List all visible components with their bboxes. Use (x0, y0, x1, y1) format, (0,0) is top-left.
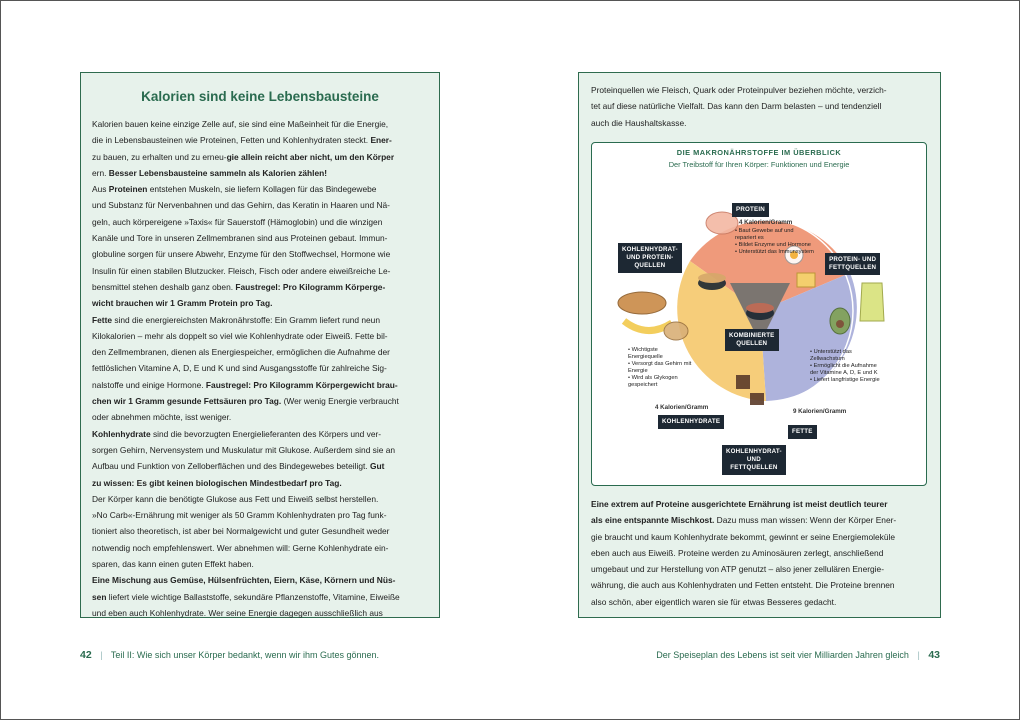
page-number-left: 42 (80, 649, 92, 661)
text-line: sorgen Gehirn, Nervensystem und Muskulatur mit Glukose. Außerdem sind sie an (92, 444, 396, 455)
potato-icon (664, 322, 688, 340)
text-line: den Zellmembranen, dienen als Energiespeicher, ermöglichen die Aufnahme der (92, 347, 390, 358)
text-line: sparen, das kann einen guten Effekt haben. (92, 559, 254, 570)
running-head-left: Teil II: Wie sich unser Körper bedankt, wenn wir ihm Gutes gönnen. (110, 650, 380, 660)
text-line: Aufbau und Funktion von Zelloberflächen und des Bindegewebes beteiligt. Gut (92, 461, 385, 472)
text-line: fettlöslichen Vitamine A, D, E und K und sind Ausgangsstoffe für zahlreiche Sig- (92, 363, 387, 374)
chocolate-icon (736, 375, 750, 389)
text-line: zu wissen: Es gibt keinen biologischen Mindestbedarf pro Tag. (92, 477, 342, 488)
section-title: Kalorien sind keine Lebensbausteine (141, 89, 379, 104)
text-line: gie braucht und kaum Kohlenhydrate bekommt, gewinnt er seine Energiemoleküle (591, 531, 896, 542)
oil-bottle-icon (860, 283, 884, 321)
text-line: Kalorien bauen keine einzige Zelle auf, sie sind eine Maßeinheit für die Energie, (92, 119, 389, 129)
text-line: tet auf diese natürliche Vielfalt. Das kann den Darm belasten – und tendenziell (591, 101, 882, 112)
calories-fette: 9 Kalorien/Gramm (793, 408, 847, 415)
page-number-right: 43 (928, 649, 940, 661)
calories-kohlenhydrate: 4 Kalorien/Gramm (655, 404, 709, 411)
text-line: oder abnehmen möchte, isst weniger. (92, 412, 232, 423)
infographic-subtitle: Der Treibstoff für Ihren Körper: Funktionen und Energie (668, 160, 850, 169)
nutrient-wheel (592, 143, 928, 487)
text-line: währung, die auch aus Kohlenhydraten und Fetten entsteht. Die Proteine brennen (591, 580, 895, 591)
footer-right: Der Speiseplan des Lebens ist seit vier Milliarden Jahren gleich | 43 (656, 649, 940, 661)
text-line: »No Carb«-Ernährung mit weniger als 50 Gramm Kohlenhydraten pro Tag funk- (92, 510, 387, 521)
text-line: Der Körper kann die benötigte Glukose aus Fett und Eiweiß selbst herstellen. (92, 493, 379, 504)
text-line: zu bauen, zu erhalten und zu erneu-gie allein reicht aber nicht, um den Körper (92, 151, 395, 162)
label-protein: PROTEIN (732, 203, 769, 217)
label-kohlenhydrate: KOHLENHYDRATE (658, 415, 724, 429)
text-line: nalstoffe und einige Hormone. Faustregel: Pro Kilogramm Körpergewicht brau- (92, 379, 398, 390)
text-line: Kanäle und Tore in unseren Zellmembranen sind aus Proteinen gebaut. Immun- (92, 233, 388, 244)
label-kh-protein-sources: KOHLENHYDRAT- UND PROTEIN- QUELLEN (618, 243, 682, 273)
text-line: und eben auch Kohlenhydrate. Wer seine Energie dagegen ausschließlich aus (92, 607, 383, 618)
text-line: Aus Proteinen entstehen Muskeln, sie liefern Kollagen für das Bindegewebe (92, 184, 377, 195)
running-head-right: Der Speiseplan des Lebens ist seit vier Milliarden Jahren gleich (656, 650, 909, 660)
label-kh-fat-sources: KOHLENHYDRAT- UND FETTQUELLEN (722, 445, 786, 475)
label-combined-sources: KOMBINIERTE QUELLEN (725, 329, 779, 351)
text-line: Proteinquellen wie Fleisch, Quark oder Proteinpulver beziehen möchte, verzich- (591, 85, 887, 95)
left-body-text (92, 116, 400, 621)
text-line: geln, auch körpereigene »Taxis« für Sauerstoff (Hämoglobin) und die winzigen (92, 216, 383, 227)
bullets-protein: • Baut Gewebe auf und repariert es • Bildet Enzyme und Hormone • Unterstützt das Immunsystem (735, 228, 815, 256)
text-line: Kilokalorien – mehr als doppelt so viel wie Kohlenhydrate oder Eiweiß. Fette bil- (92, 330, 388, 341)
calories-protein: 4 Kalorien/Gramm (739, 219, 793, 226)
text-line: Insulin für einen stabilen Blutzucker. Fleisch, Fisch oder andere eiweißreiche Le- (92, 265, 391, 276)
text-line: auch die Haushaltskasse. (591, 117, 687, 128)
text-line: Fette sind die energiereichsten Makronährstoffe: Ein Gramm liefert rund neun (92, 314, 380, 325)
label-protein-fat-sources: PROTEIN- UND FETTQUELLEN (825, 253, 880, 275)
text-line: globuline sorgen für unsere Abwehr, Enzyme für den Stoffwechsel, Hormone wie (92, 249, 391, 260)
text-line: und Substanz für Nervenbahnen und das Gehirn, das Keratin in Haaren und Nä- (92, 200, 390, 211)
macronutrient-infographic (591, 142, 927, 486)
cheese-icon (797, 273, 815, 287)
right-bottom-text (591, 496, 896, 610)
text-line: notwendig noch empfehlenswert. Wer abnehmen will: Gerne Kohlenhydrate ein- (92, 542, 389, 553)
text-line: ern. Besser Lebensbausteine sammeln als Kalorien zählen! (92, 167, 328, 178)
text-line: als eine entspannte Mischkost. Dazu muss man wissen: Wenn der Körper Ener- (591, 515, 897, 526)
label-fette: FETTE (788, 425, 817, 439)
text-line: tioniert also theoretisch, ist aber bei Normalgewicht und guter Gesundheit weder (92, 526, 390, 537)
text-line: chen wir 1 Gramm gesunde Fettsäuren pro Tag. (Wer wenig Energie verbraucht (92, 396, 399, 407)
bullets-kohlenhydrate: • Wichtigste Energiequelle • Versorgt das Gehirn mit Energie • Wird als Glykogen gespeichert (628, 347, 692, 388)
footer-left: 42 | Teil II: Wie sich unser Körper bedankt, wenn wir ihm Gutes gönnen. (80, 649, 380, 661)
bread-icon (618, 292, 666, 314)
text-line: Eine Mischung aus Gemüse, Hülsenfrüchten, Eiern, Käse, Körnern und Nüs- (92, 575, 396, 586)
text-line: Eine extrem auf Proteine ausgerichtete Ernährung ist meist deutlich teurer (591, 499, 888, 509)
text-line: bensmittel stehen deshalb ganz oben. Faustregel: Pro Kilogramm Körperge- (92, 281, 386, 292)
text-line: umgebaut und zur Herstellung von ATP genutzt – also jener zellulären Energie- (591, 564, 884, 575)
text-line: eben auch aus Eiweiß. Proteine werden zu Aminosäuren zerlegt, anschließend (591, 547, 884, 558)
infographic-title: DIE MAKRONÄHRSTOFFE IM ÜBERBLICK (676, 148, 842, 157)
right-top-text (591, 82, 887, 131)
text-line: also schön, aber eigentlich waren sie für etwas Besseres gedacht. (591, 596, 837, 607)
text-line: sen liefert viele wichtige Ballaststoffe, sekundäre Pflanzenstoffe, Vitamine, Eiweiße (92, 591, 400, 602)
text-line: die in Lebensbausteinen wie Proteinen, Fetten und Kohlenhydraten steckt. Ener- (92, 135, 392, 146)
bullets-fette: • Unterstützt das Zellwachstum • Ermöglicht die Aufnahme der Vitamine A, D, E und K • Liefert langfristige Energie (810, 349, 884, 384)
text-line: Kohlenhydrate sind die bevorzugten Energielieferanten des Körpers und ver- (92, 428, 382, 439)
text-line: wicht brauchen wir 1 Gramm Protein pro Tag. (92, 298, 273, 309)
